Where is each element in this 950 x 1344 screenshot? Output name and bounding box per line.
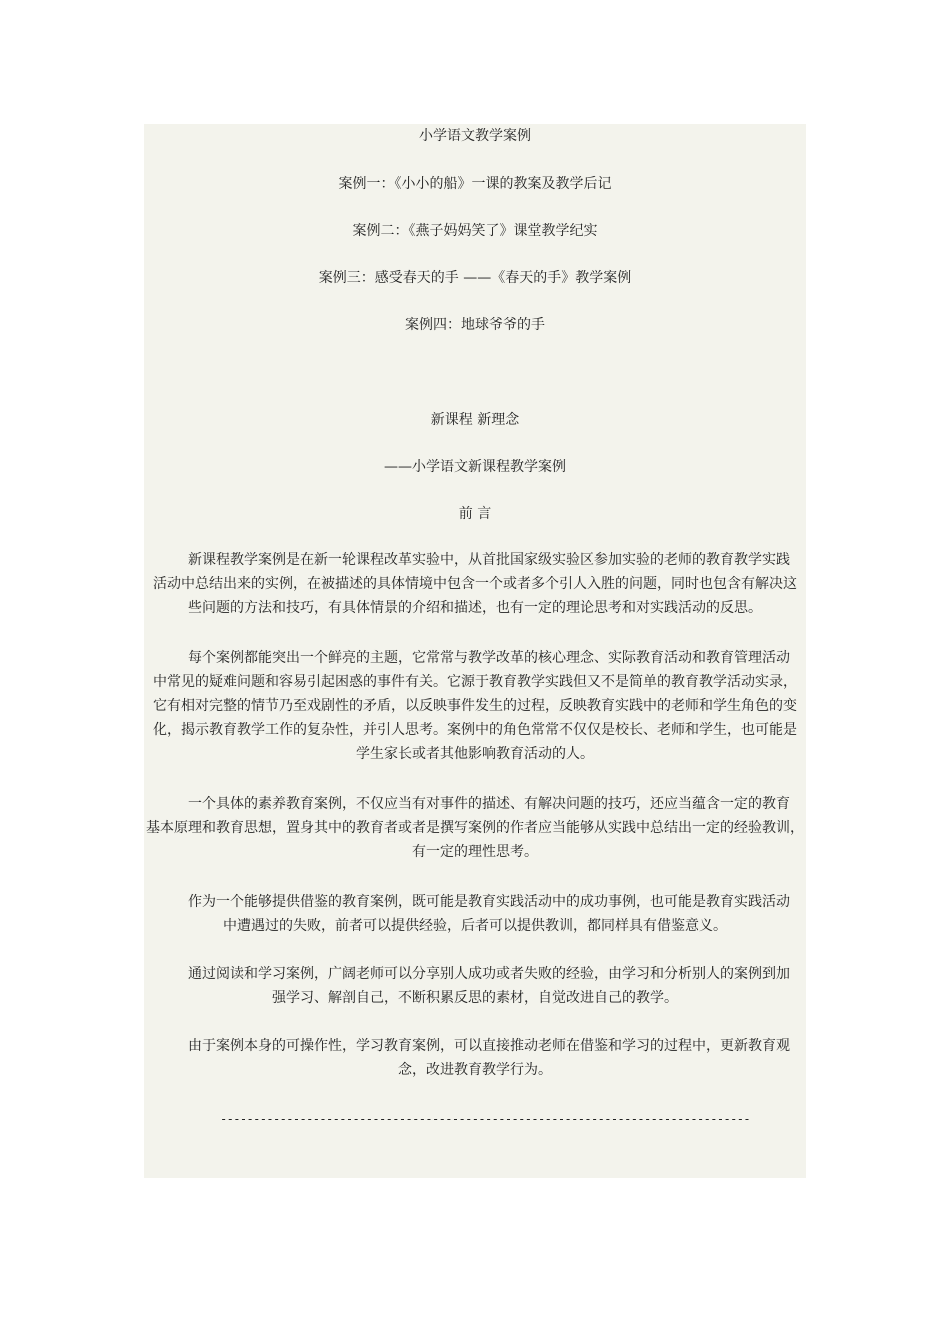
- paragraph-4: [144, 890, 806, 938]
- toc-item-4: 案例四：地球爷爷的手: [405, 317, 545, 333]
- section-subheading: ——小学语文新课程教学案例: [384, 459, 566, 475]
- paragraph-line: 念，改进教育教学行为。: [398, 1062, 552, 1078]
- paragraph-line: 每个案例都能突出一个鲜亮的主题，它常常与教学改革的核心理念、实际教育活动和教育管理活动: [160, 650, 790, 666]
- section-heading: 新课程 新理念: [430, 412, 520, 428]
- preface-title: 前 言: [458, 506, 492, 522]
- paragraph-3: [144, 792, 806, 864]
- paragraph-line: 有一定的理性思考。: [412, 844, 538, 860]
- paragraph-line: 基本原理和教育思想，置身其中的教育者或者是撰写案例的作者应当能够从实践中总结出一定的经验教训，: [146, 820, 804, 836]
- document-title: 小学语文教学案例: [419, 128, 531, 144]
- paragraph-6: [144, 1034, 806, 1082]
- paragraph-line: 通过阅读和学习案例，广阔老师可以分享别人成功或者失败的经验，由学习和分析别人的案例到加: [160, 966, 790, 982]
- paragraph-5: [144, 962, 806, 1010]
- paragraph-line: 中常见的疑难问题和容易引起困惑的事件有关。它源于教育教学实践但又不是简单的教育教学活动实录，: [153, 674, 797, 690]
- paragraph-line: 中遭遇过的失败，前者可以提供经验，后者可以提供教训，都同样具有借鉴意义。: [223, 918, 727, 934]
- paragraph-line: 活动中总结出来的实例，在被描述的具体情境中包含一个或者多个引人入胜的问题，同时也包含有解决这: [153, 576, 797, 592]
- toc-item-2: 案例二：《燕子妈妈笑了》课堂教学纪实: [352, 223, 598, 239]
- section-divider: --------------------------------------------------------------------------------: [220, 1112, 750, 1126]
- paragraph-line: 些问题的方法和技巧，有具体情景的介绍和描述，也有一定的理论思考和对实践活动的反思。: [188, 600, 762, 616]
- paragraph-line: 它有相对完整的情节乃至戏剧性的矛盾，以反映事件发生的过程，反映教育实践中的老师和学生角色的变: [153, 698, 797, 714]
- paragraph-line: 新课程教学案例是在新一轮课程改革实验中，从首批国家级实验区参加实验的老师的教育教学实践: [160, 552, 790, 568]
- paragraph-line: 由于案例本身的可操作性，学习教育案例，可以直接推动老师在借鉴和学习的过程中，更新教育观: [160, 1038, 790, 1054]
- paragraph-line: 化，揭示教育教学工作的复杂性，并引人思考。案例中的角色常常不仅仅是校长、老师和学生，也可能是: [153, 722, 797, 738]
- paragraph-line: 一个具体的素养教育案例，不仅应当有对事件的描述、有解决问题的技巧，还应当蕴含一定的教育: [160, 796, 790, 812]
- paragraph-line: 学生家长或者其他影响教育活动的人。: [356, 746, 594, 762]
- toc-item-3: 案例三：感受春天的手 ——《春天的手》教学案例: [318, 270, 632, 286]
- paragraph-1: [144, 548, 806, 620]
- toc-item-1: 案例一：《小小的船》一课的教案及教学后记: [338, 176, 612, 192]
- article-panel: [144, 124, 806, 1178]
- paragraph-2: [144, 646, 806, 766]
- paragraph-line: 作为一个能够提供借鉴的教育案例，既可能是教育实践活动中的成功事例，也可能是教育实践活动: [160, 894, 790, 910]
- paragraph-line: 强学习、解剖自己，不断积累反思的素材，自觉改进自己的教学。: [272, 990, 678, 1006]
